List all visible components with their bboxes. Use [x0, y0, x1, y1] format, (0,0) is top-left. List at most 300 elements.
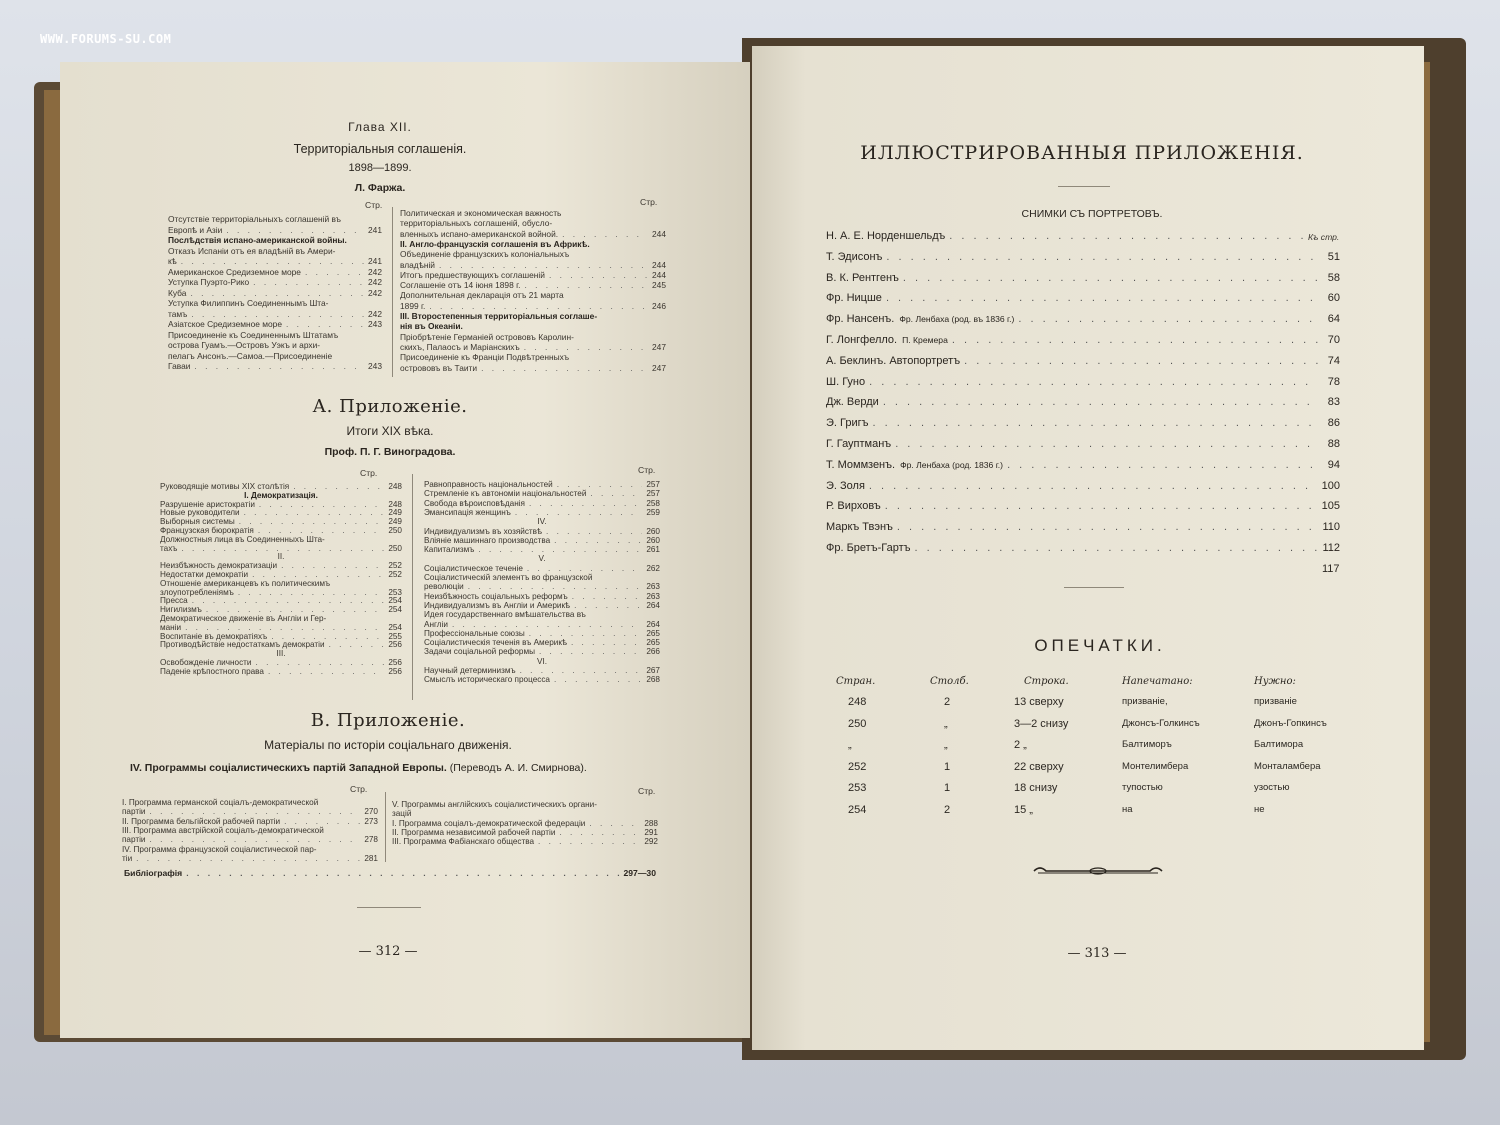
toc-entry-label: V. Программы англійскихъ соціалистическихъ органи- [392, 800, 597, 809]
str-label-2: Стр. [640, 197, 658, 207]
illustrations-title: ИЛЛЮСТРИРОВАННЫЯ ПРИЛОЖЕНІЯ. [860, 142, 1304, 164]
str-label-6: Стр. [638, 786, 656, 796]
toc-entry-page: 263 [646, 591, 660, 601]
portrait-name: Т. Эдисонъ [826, 250, 883, 263]
toc-entry [424, 647, 660, 656]
toc-entry-page: 257 [646, 480, 660, 489]
toc-entry [424, 517, 660, 526]
portrait-page: 83 [1327, 396, 1340, 409]
toc-entry [122, 807, 378, 816]
errata-header: Стран. [836, 676, 876, 687]
toc-entry-page: 256 [388, 658, 402, 667]
toc-entry [424, 573, 660, 582]
toc-entry [160, 588, 402, 597]
portrait-entry [826, 417, 1340, 429]
errata-cell: 2 [944, 803, 951, 816]
toc-entry-label: Соціалистическія теченія въ Америкѣ [424, 638, 567, 648]
toc-entry [392, 837, 658, 846]
toc-entry-page: 247 [652, 362, 666, 373]
toc-entry-label: III. [276, 649, 286, 659]
toc-entry [168, 214, 382, 224]
left-page [60, 62, 750, 1038]
toc-entry-label: Присоединеніе къ Соединеннымъ Штатамъ [168, 329, 339, 340]
bibliography-label: Библіографія [124, 868, 183, 878]
toc-entry-label: VI. [536, 656, 547, 666]
toc-entry-label: Объединеніе французскихъ колоніальныхъ [400, 249, 570, 260]
toc-entry-label: Научный детерминизмъ [424, 666, 516, 675]
errata-header: Столб. [930, 676, 969, 687]
errata-header: Строка. [1024, 676, 1069, 687]
toc-entry-page: 245 [652, 280, 666, 291]
toc-entry [424, 601, 660, 610]
toc-entry-label: I. Демократизація. [244, 490, 318, 500]
toc-entry-label: Стремленіе къ автономіи національностей [424, 489, 587, 499]
portrait-entry [826, 396, 1340, 408]
toc-entry [424, 508, 660, 517]
appendix-b-title: В. Приложеніе. [310, 710, 466, 731]
toc-entry [424, 480, 660, 489]
toc-entry [168, 319, 382, 329]
toc-entry-page: 254 [388, 596, 402, 606]
portrait-name: Фр. Ницше [826, 292, 882, 305]
title-rule [1058, 186, 1110, 187]
watermark: WWW.FORUMS-SU.COM [40, 32, 172, 46]
appendix-b-heading-tail: (Переводъ А. И. Смирнова). [449, 762, 587, 774]
toc-entry-label: зацій [392, 809, 412, 819]
portrait-page: 112 [1322, 542, 1340, 554]
errata-cell: призваніе [1254, 696, 1297, 707]
toc-entry-page: 291 [644, 827, 658, 837]
errata-cell: 3—2 снизу [1014, 717, 1069, 730]
toc-entry [160, 491, 402, 500]
toc-entry-label: I. Программа германской соціалъ-демократической [122, 798, 319, 807]
toc-entry-label: злоупотребленіямъ [160, 587, 234, 597]
toc-entry [122, 817, 378, 826]
toc-entry-page: 250 [388, 526, 402, 535]
toc-entry [160, 500, 402, 509]
toc-entry-label: Освобожденіе личности [160, 658, 252, 667]
errata-cell: Балтиморъ [1122, 739, 1172, 750]
toc-entry [160, 561, 402, 570]
toc-entry [400, 249, 666, 259]
appendix-a-author: Проф. П. Г. Виноградова. [324, 446, 456, 458]
toc-entry [424, 554, 660, 563]
errata-cell: тупостью [1122, 782, 1163, 793]
appendix-b-subtitle: Матеріалы по исторіи соціальнаго движенія. [264, 738, 512, 752]
appendix-a-title: А. Приложеніе. [312, 396, 468, 417]
toc-entry [160, 544, 402, 553]
toc-entry-page: 262 [646, 563, 660, 573]
toc-entry [122, 854, 378, 863]
portrait-page: 58 [1327, 271, 1340, 284]
toc-entry [400, 311, 666, 321]
toc-entry-label: тіи [122, 853, 133, 863]
toc-entry-label: Капитализмъ [424, 545, 475, 555]
toc-entry-page: 264 [646, 619, 660, 629]
toc-entry-label: вленныхъ испано-американской войной. [400, 228, 559, 239]
toc-entry-page: 242 [368, 287, 382, 298]
toc-entry-page: 258 [646, 498, 660, 508]
toc-entry-page: 292 [644, 837, 658, 847]
toc-entry-label: Руководящіе мотивы XIX столѣтія [160, 482, 290, 491]
toc-entry-page: 268 [646, 675, 660, 685]
toc-entry [168, 309, 382, 319]
toc-entry [168, 298, 382, 308]
portrait-name: Э. Золя [826, 479, 865, 492]
portrait-name: Фр. Бретъ-Гартъ [826, 542, 911, 554]
errata-cell: 250 [848, 717, 867, 730]
toc-entry-label: Выборныя системы [160, 517, 235, 527]
portrait-page: 110 [1322, 521, 1340, 534]
toc-entry-label: Уступка Филиппинъ Соединеннымъ Шта- [168, 298, 329, 308]
errata-cell: на [1122, 803, 1133, 815]
toc-entry-page: 252 [388, 561, 402, 571]
portrait-page: 88 [1327, 438, 1340, 450]
errata-title: ОПЕЧАТКИ. [1034, 636, 1166, 655]
portrait-name: Т. Моммзенъ. [826, 458, 896, 471]
toc-entry-label: Задачи соціальной реформы [424, 647, 535, 657]
toc-entry [160, 658, 402, 667]
toc-entry-label: III. Программа Фабіанскаго общества [392, 837, 535, 847]
toc-entry-label: нія въ Океаніи. [400, 321, 463, 332]
errata-cell: 252 [848, 760, 867, 773]
toc-entry-page: 244 [652, 259, 666, 270]
toc-entry-label: Англіи [424, 619, 448, 629]
toc-entry [160, 570, 402, 579]
errata-cell: 1 [944, 760, 951, 773]
toc-entry-label: I. Программа соціалъ-демократической федераціи [392, 818, 586, 828]
errata-cell: 2 „ [1014, 739, 1027, 751]
portrait-entry [826, 459, 1340, 471]
toc-entry [424, 536, 660, 545]
portrait-name: Ш. Гуно [826, 375, 866, 388]
toc-entry-page: 241 [368, 256, 382, 266]
toc-entry [160, 614, 402, 623]
toc-entry [392, 819, 658, 828]
toc-entry-label: Индивидуализмъ въ Англіи и Америкѣ [424, 600, 571, 610]
portrait-entry [826, 272, 1340, 284]
portraits-subtitle: СНИМКИ СЪ ПОРТРЕТОВЪ. [1021, 208, 1163, 220]
toc-entry-page: 265 [646, 628, 660, 638]
toc-entry-page: 248 [388, 499, 402, 509]
toc-entry-label: Отказъ Испаніи отъ ея владѣній въ Амери- [168, 245, 336, 256]
toc-entry [400, 352, 666, 362]
portrait-entry [826, 438, 1340, 450]
toc-entry-label: тахъ [160, 543, 178, 553]
toc-entry [400, 229, 666, 239]
toc-entry [400, 239, 666, 249]
portrait-page: 78 [1327, 375, 1340, 388]
errata-cell: 1 [944, 782, 951, 794]
toc-entry-label: Пресса [160, 596, 188, 606]
toc-entry-label: Уступка Пуэрто-Рико [168, 277, 250, 287]
toc-entry-label: Неизбѣжность соціальныхъ реформъ [424, 591, 568, 601]
errata-cell: „ [848, 739, 852, 751]
column-divider [392, 207, 393, 377]
portrait-page: 100 [1321, 479, 1340, 492]
toc-entry-page: 246 [652, 300, 666, 311]
toc-entry-label: маніи [160, 622, 182, 632]
portrait-entry [826, 230, 1340, 242]
toc-entry-label: Американское Средиземное море [168, 266, 301, 277]
portrait-name: В. К. Рентгенъ [826, 271, 899, 284]
toc-entry [160, 526, 402, 535]
toc-entry-label: Соціалистическое теченіе [424, 563, 523, 573]
toc-entry [168, 225, 382, 235]
toc-entry [160, 535, 402, 544]
toc-entry-label: Паденіе крѣпостного права [160, 666, 264, 676]
toc-entry [424, 527, 660, 536]
errata-cell: 13 сверху [1014, 696, 1064, 708]
portrait-page: 74 [1327, 354, 1340, 367]
toc-entry [424, 592, 660, 601]
separator-rule [1064, 587, 1124, 588]
portrait-entry [826, 313, 1340, 325]
errata-cell: Джонъ-Гопкинсъ [1254, 717, 1327, 729]
errata-cell: Монтелимбера [1122, 760, 1189, 772]
portrait-page: 51 [1327, 250, 1340, 263]
toc-entry-label: Смыслъ историческаго процесса [424, 675, 550, 685]
toc-entry-label: II. [277, 552, 285, 562]
toc-entry-label: II. Программа независимой рабочей партіи [392, 827, 556, 837]
toc-entry [122, 845, 378, 854]
portrait-entry [826, 542, 1340, 554]
toc-entry-label: Разрушеніе аристократіи [160, 499, 255, 509]
toc-entry-label: Эмансипація женщинъ [424, 507, 511, 517]
portrait-name: Фр. Нансенъ. [826, 313, 895, 326]
toc-entry-label: Идея государственнаго вмѣшательства въ [424, 610, 586, 620]
appendix-a-subtitle: Итоги XIX вѣка. [346, 424, 434, 438]
toc-entry [160, 649, 402, 658]
toc-entry-page: 247 [652, 341, 666, 352]
portrait-note: Фр. Ленбаха (род. 1836 г.) [900, 459, 1004, 470]
toc-entry [424, 675, 660, 684]
portrait-name: А. Беклинъ. Автопортретъ [826, 354, 961, 367]
appendix-b-heading-main: IV. Программы соціалистическихъ партій Западной Европы. [130, 762, 447, 774]
toc-entry-page: 266 [646, 647, 660, 657]
portrait-entry [826, 334, 1340, 346]
toc-entry [160, 517, 402, 526]
toc-entry-label: Политическая и экономическая важность [400, 208, 562, 218]
toc-entry-label: владѣній [400, 259, 435, 270]
toc-entry-page: 257 [646, 489, 660, 499]
errata-cell: узостью [1254, 782, 1290, 793]
toc-entry-page: 265 [646, 638, 660, 648]
toc-entry-page: 281 [364, 853, 378, 863]
appendix-b-heading [130, 762, 587, 774]
errata-cell: призваніе, [1122, 696, 1168, 707]
toc-entry-page: 244 [652, 269, 666, 280]
toc-entry [424, 657, 660, 666]
chapter-title: Территоріальныя соглашенія. [293, 142, 467, 156]
toc-entry [424, 638, 660, 647]
toc-entry-page: 254 [388, 605, 402, 615]
column-divider [412, 474, 413, 700]
portrait-page: 70 [1327, 334, 1340, 346]
errata-cell: не [1254, 803, 1265, 815]
toc-entry-label: V. [538, 554, 546, 564]
portrait-entry [826, 500, 1340, 512]
bibliography-row [124, 868, 656, 878]
toc-entry-label: Куба [168, 287, 187, 298]
toc-entry [424, 666, 660, 675]
toc-entry-page: 270 [364, 807, 378, 817]
toc-entry-page: 249 [388, 508, 402, 518]
errata-cell: Джонсъ-Голкинсъ [1122, 717, 1200, 729]
toc-entry-label: Соглашеніе отъ 14 іюня 1898 г. [400, 280, 521, 291]
toc-entry [392, 809, 658, 818]
toc-entry [400, 342, 666, 352]
toc-entry-label: Демократическое движеніе въ Англіи и Гер- [160, 614, 327, 623]
toc-entry-label: Нигилизмъ [160, 605, 202, 615]
toc-entry-label: Свобода вѣроисповѣданія [424, 498, 525, 508]
toc-entry-page: 288 [644, 818, 658, 828]
toc-entry-label: II. Программа бельгійской рабочей партіи [122, 816, 281, 826]
toc-entry-page: 241 [368, 224, 382, 235]
portrait-page: 94 [1327, 458, 1340, 471]
toc-entry-page: 242 [368, 266, 382, 277]
errata-cell: 2 [944, 696, 951, 708]
toc-entry-label: тамъ [168, 308, 188, 319]
toc-entry [160, 552, 402, 561]
toc-entry [168, 246, 382, 256]
toc-entry [400, 208, 666, 218]
toc-entry-label: Азіатское Средиземное море [168, 319, 282, 329]
toc-entry-page: 278 [364, 835, 378, 845]
toc-entry [400, 218, 666, 228]
toc-entry-label: Отношеніе американцевъ къ политическимъ [160, 578, 331, 588]
toc-entry-page: 243 [368, 319, 382, 329]
toc-entry [424, 629, 660, 638]
toc-entry-label: Должностныя лица въ Соединенныхъ Шта- [160, 534, 325, 544]
toc-entry-label: кѣ [168, 256, 177, 266]
errata-cell: 254 [848, 803, 867, 816]
toc-entry-page: 248 [388, 482, 402, 491]
portrait-name: Дж. Верди [826, 396, 879, 409]
toc-entry-label: Противодѣйствіе недостаткамъ демократіи [160, 640, 325, 650]
toc-entry-label: острова Гуамъ.—Островъ Уэкъ и архи- [168, 340, 321, 350]
str-label-3: Стр. [360, 468, 378, 478]
portrait-entry [826, 292, 1340, 304]
toc-entry-label: Новые руководители [160, 508, 240, 518]
toc-entry [160, 632, 402, 641]
toc-entry-label: Французская бюрократія [160, 526, 254, 535]
toc-entry [424, 489, 660, 498]
toc-entry-page: 252 [388, 570, 402, 579]
toc-entry [168, 351, 382, 361]
toc-entry [160, 667, 402, 676]
toc-entry-label: Послѣдствія испано-американской войны. [168, 235, 347, 245]
portrait-page: 64 [1327, 313, 1340, 326]
portrait-name: Маркъ Твэнъ [826, 521, 893, 534]
toc-entry [122, 798, 378, 807]
toc-entry-page: 261 [646, 545, 660, 555]
toc-entry-label: Дополнительная декларація отъ 21 марта [400, 290, 564, 301]
toc-entry [168, 288, 382, 298]
toc-entry-page: 267 [646, 666, 660, 675]
toc-entry [160, 640, 402, 649]
toc-entry [400, 280, 666, 290]
toc-entry [122, 826, 378, 835]
chapter-label: Глава XII. [348, 120, 412, 134]
separator-rule [357, 907, 421, 908]
errata-cell: 253 [848, 782, 867, 794]
toc-entry-page: 254 [388, 622, 402, 632]
toc-entry [160, 596, 402, 605]
toc-entry-label: Гаваи [168, 361, 191, 371]
portrait-note: Фр. Ленбаха (род. въ 1836 г.) [899, 314, 1015, 325]
portrait-entry [826, 251, 1340, 263]
toc-entry [424, 582, 660, 591]
portrait-name: Г. Лонгфелло. [826, 334, 898, 346]
toc-entry-label: Европѣ и Азіи [168, 224, 223, 235]
toc-entry-page: 263 [646, 582, 660, 592]
toc-entry [160, 605, 402, 614]
portrait-entry [826, 480, 1340, 492]
toc-entry [160, 508, 402, 517]
portrait-note: П. Кремера [902, 335, 948, 345]
toc-entry [400, 260, 666, 270]
k-str-label: Къ стр. [1308, 232, 1340, 242]
toc-entry-label: IV. [537, 517, 547, 527]
toc-entry-label: III. Программа австрійской соціалъ-демократической [122, 825, 324, 835]
toc-entry-page: 256 [388, 666, 402, 676]
toc-entry [400, 301, 666, 311]
toc-entry-label: IV. Программа французской соціалистической пар- [122, 844, 317, 854]
toc-entry-label: II. Англо-французскія соглашенія въ Африкѣ. [400, 238, 590, 249]
portrait-entry [826, 355, 1340, 367]
toc-entry [168, 277, 382, 287]
toc-entry [168, 235, 382, 245]
toc-entry [400, 290, 666, 300]
portrait-page: 60 [1327, 292, 1340, 305]
toc-entry [400, 321, 666, 331]
errata-cell: „ [944, 717, 948, 730]
portrait-name: Г. Гауптманъ [826, 438, 892, 450]
toc-entry-page: 260 [646, 535, 660, 545]
toc-entry-page: 264 [646, 600, 660, 610]
toc-entry-page: 242 [368, 277, 382, 287]
toc-entry [168, 256, 382, 266]
errata-cell: „ [944, 739, 948, 751]
errata-header: Напечатано: [1122, 676, 1193, 687]
toc-entry-label: Индивидуализмъ въ хозяйствѣ [424, 526, 543, 536]
portrait-name: Н. А. Е. Норденшельдъ [826, 230, 946, 242]
toc-entry [168, 361, 382, 371]
errata-cell: Балтимора [1254, 739, 1304, 750]
str-label-1: Стр. [365, 200, 383, 210]
errata-cell: 18 снизу [1014, 782, 1058, 794]
page-number-left: — 312 — [358, 944, 418, 959]
str-label-5: Стр. [350, 784, 368, 794]
errata-cell: 15 „ [1014, 803, 1033, 816]
toc-entry-label: Соціалистическій элементъ во французской [424, 573, 593, 582]
toc-entry-page: 255 [388, 631, 402, 641]
toc-entry-page: 273 [364, 816, 378, 826]
toc-entry-page: 260 [646, 526, 660, 536]
toc-entry [160, 579, 402, 588]
toc-entry [424, 545, 660, 554]
toc-entry-label: скихъ, Палаосъ и Маріанскихъ [400, 341, 520, 352]
toc-entry-label: пелагъ Ансонъ.—Самоа.—Присоединеніе [168, 350, 333, 361]
toc-entry-label: Неизбѣжность демократизаціи [160, 561, 278, 571]
toc-entry [160, 623, 402, 632]
toc-entry-page: 259 [646, 507, 660, 517]
toc-entry [160, 482, 402, 491]
toc-entry-label: III. Второстепенныя территоріальныя соглаше- [400, 311, 598, 321]
errata-header: Нужно: [1254, 676, 1296, 687]
toc-entry-page: 250 [388, 543, 402, 553]
